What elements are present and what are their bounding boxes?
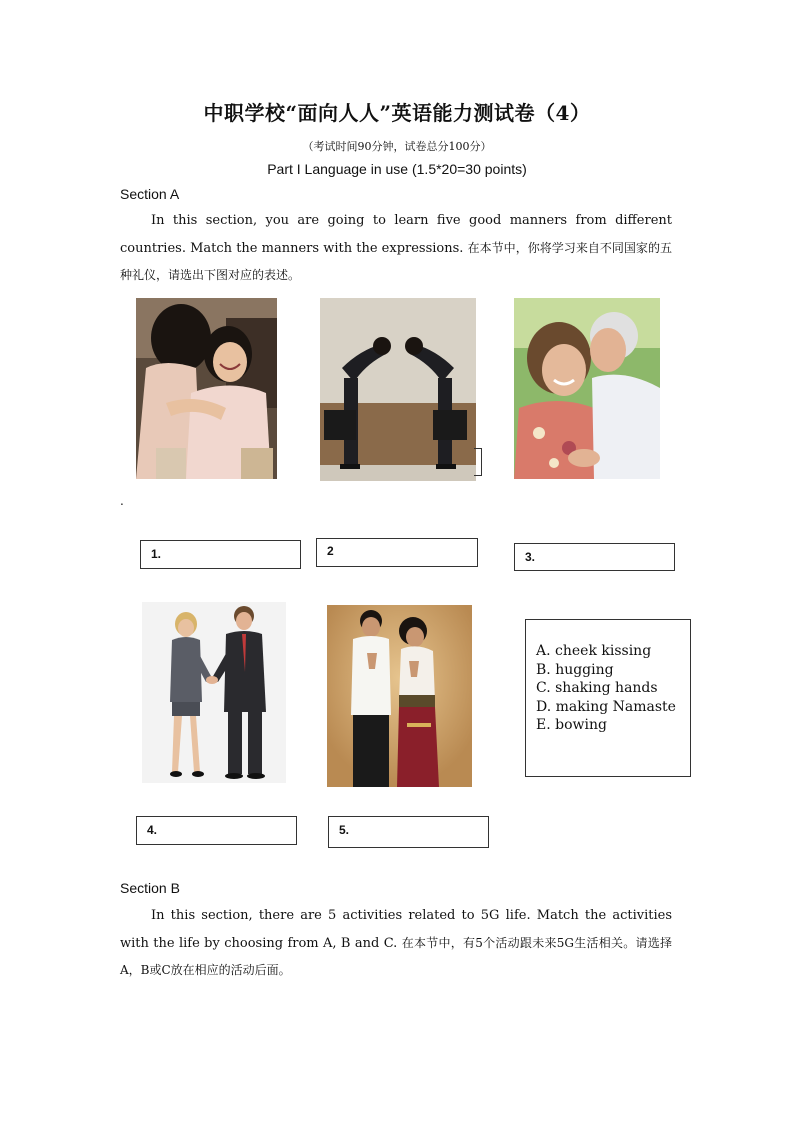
answer-box-3[interactable] bbox=[514, 543, 675, 571]
section-b-instructions bbox=[120, 902, 672, 985]
options-box bbox=[525, 619, 691, 777]
answer-label-5: 5. bbox=[339, 823, 350, 837]
part-heading: Part I Language in use (1.5*20=30 points) bbox=[267, 161, 527, 177]
handshake-photo bbox=[142, 602, 286, 783]
photo-frame-edge bbox=[474, 448, 482, 476]
answer-label-1: 1. bbox=[151, 547, 162, 561]
answer-label-2: 2 bbox=[327, 544, 334, 558]
option-e: E. bowing bbox=[536, 717, 607, 733]
option-b: B. hugging bbox=[536, 661, 614, 678]
option-a: A. cheek kissing bbox=[536, 643, 652, 659]
cheek-kissing-photo bbox=[514, 298, 660, 479]
answer-box-2[interactable] bbox=[316, 538, 478, 567]
bowing-photo bbox=[320, 298, 476, 481]
namaste-photo bbox=[327, 605, 472, 787]
answer-box-4[interactable] bbox=[136, 816, 297, 845]
page-title: 中职学校“面向人人”英语能力测试卷（4） bbox=[203, 101, 591, 125]
answer-box-1[interactable] bbox=[140, 540, 301, 569]
section-a-instructions bbox=[120, 207, 672, 290]
section-a-intro-en: In this section, you are going to learn five good manners from different countries. Match the manners with the expressions. bbox=[120, 213, 672, 256]
answer-label-3: 3. bbox=[525, 550, 536, 564]
option-d: D. making Namaste bbox=[536, 698, 676, 715]
answer-label-4: 4. bbox=[147, 823, 158, 837]
section-b-heading: Section B bbox=[120, 880, 180, 896]
section-b-intro-cn: 在本节中，有5个活动跟未来5G生活相关。请选择A，B或C放在相应的活动后面。 bbox=[120, 935, 672, 977]
option-c: C. shaking hands bbox=[536, 680, 658, 696]
hugging-photo bbox=[136, 298, 277, 479]
section-a-intro-cn: 在本节中，你将学习来自不同国家的五种礼仪，请选出下图对应的表述。 bbox=[120, 240, 672, 282]
exam-info: （考试时间90分钟，试卷总分100分） bbox=[302, 140, 492, 153]
stray-mark: . bbox=[120, 494, 124, 508]
answer-box-5[interactable] bbox=[328, 816, 489, 848]
section-b-intro-en: In this section, there are 5 activities related to 5G life. Match the activities with the life by choosing from A, B and C. bbox=[120, 908, 672, 951]
section-a-heading: Section A bbox=[120, 186, 180, 202]
